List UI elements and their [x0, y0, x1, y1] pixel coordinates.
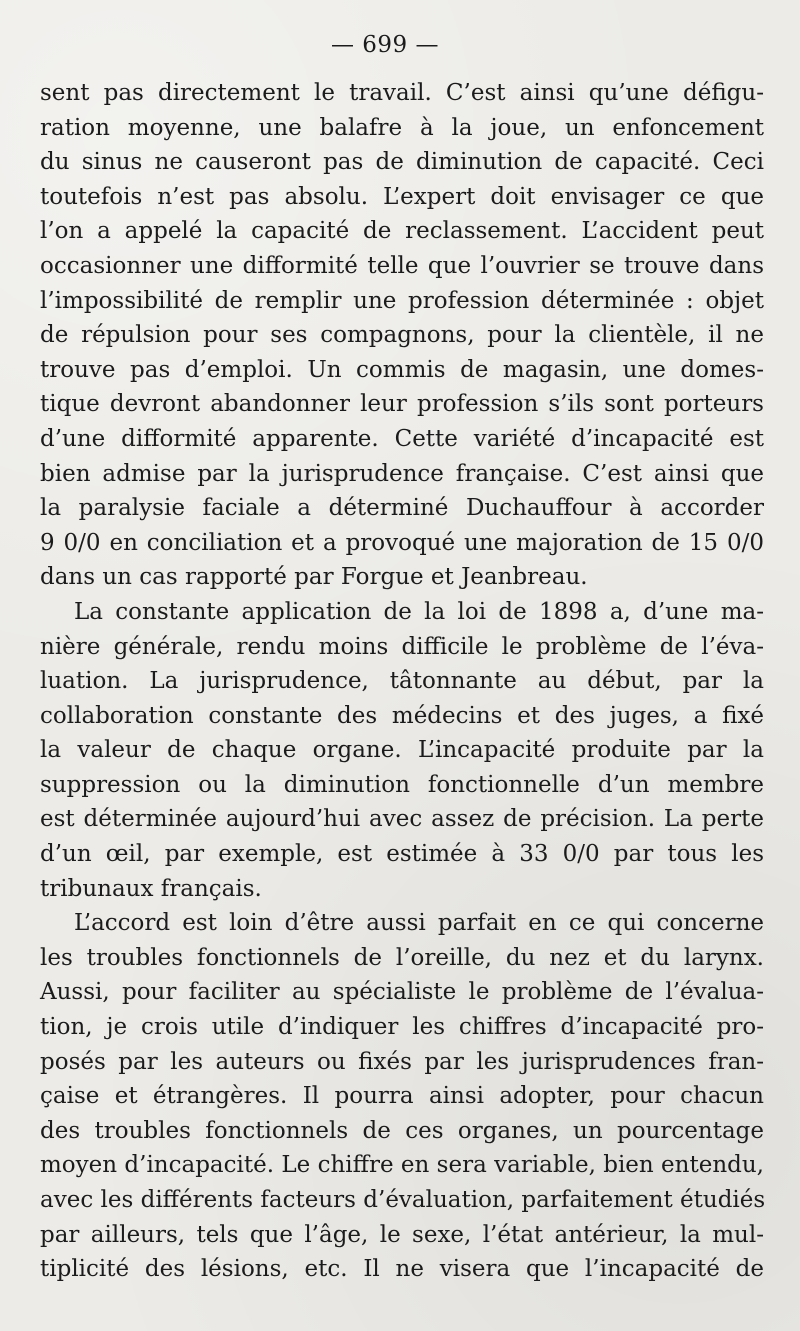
text-line: d’un œil, par exemple, est estimée à 33 0/0 par tous les	[40, 841, 764, 868]
paragraph-end-line: dans un cas rapporté par Forgue et Jeanbreau.	[40, 564, 588, 591]
text-line: la paralysie faciale a déterminé Duchauffour à accorder	[40, 495, 764, 522]
paragraph-start-line: La constante application de la loi de 1898 a, d’une ma-	[74, 598, 764, 625]
text-line: d’une difformité apparente. Cette variété d’incapacité est	[40, 425, 764, 452]
text-line: sent pas directement le travail. C’est ainsi qu’une défigu-	[40, 80, 764, 106]
text-line: les troubles fonctionnels de l’oreille, du nez et du larynx.	[40, 944, 764, 971]
paragraph-start-line: L’accord est loin d’être aussi parfait en ce qui concerne	[74, 910, 764, 937]
text-line: 9 0/0 en conciliation et a provoqué une majoration de 15 0/0	[40, 529, 764, 556]
text-line: tiplicité des lésions, etc. Il ne visera que l’incapacité de	[40, 1256, 764, 1283]
text-line: çaise et étrangères. Il pourra ainsi adopter, pour chacun	[40, 1083, 764, 1110]
page-number: — 699 —	[330, 32, 440, 58]
text-line: collaboration constante des médecins et des juges, a fixé	[40, 702, 764, 729]
text-line: moyen d’incapacité. Le chiffre en sera variable, bien entendu,	[40, 1152, 764, 1179]
text-line: suppression ou la diminution fonctionnelle d’un membre	[40, 771, 764, 798]
text-line: par ailleurs, tels que l’âge, le sexe, l’état antérieur, la mul-	[40, 1221, 764, 1248]
text-line: avec les différents facteurs d’évaluation, parfaitement étudiés	[40, 1187, 766, 1213]
text-line: ration moyenne, une balafre à la joue, un enfoncement	[40, 114, 764, 141]
text-line: Aussi, pour faciliter au spécialiste le problème de l’évalua-	[40, 979, 764, 1006]
text-line: de répulsion pour ses compagnons, pour la clientèle, il ne	[40, 322, 764, 349]
text-line: tion, je crois utile d’indiquer les chiffres d’incapacité pro-	[40, 1014, 764, 1041]
text-line: bien admise par la jurisprudence française. C’est ainsi que	[40, 460, 764, 487]
text-line: luation. La jurisprudence, tâtonnante au début, par la	[40, 668, 764, 695]
text-line: l’on a appelé la capacité de reclassement. L’accident peut	[40, 218, 764, 245]
text-line: occasionner une difformité telle que l’ouvrier se trouve dans	[40, 252, 764, 279]
text-line: toutefois n’est pas absolu. L’expert doit envisager ce que	[40, 183, 764, 210]
body-text	[40, 76, 764, 1287]
text-line: du sinus ne causeront pas de diminution de capacité. Ceci	[40, 149, 764, 176]
text-line: tique devront abandonner leur profession s’ils sont porteurs	[40, 391, 764, 418]
paragraph-end-line: tribunaux français.	[40, 875, 262, 902]
text-line: nière générale, rendu moins difficile le problème de l’éva-	[40, 633, 764, 660]
text-line: des troubles fonctionnels de ces organes, un pourcentage	[40, 1117, 764, 1144]
text-line: la valeur de chaque organe. L’incapacité produite par la	[40, 737, 764, 764]
text-line: est déterminée aujourd’hui avec assez de précision. La perte	[40, 806, 764, 833]
text-line: trouve pas d’emploi. Un commis de magasin, une domes-	[40, 356, 764, 383]
text-line: posés par les auteurs ou fixés par les jurisprudences fran-	[40, 1048, 764, 1075]
text-line: l’impossibilité de remplir une profession déterminée : objet	[40, 287, 764, 314]
